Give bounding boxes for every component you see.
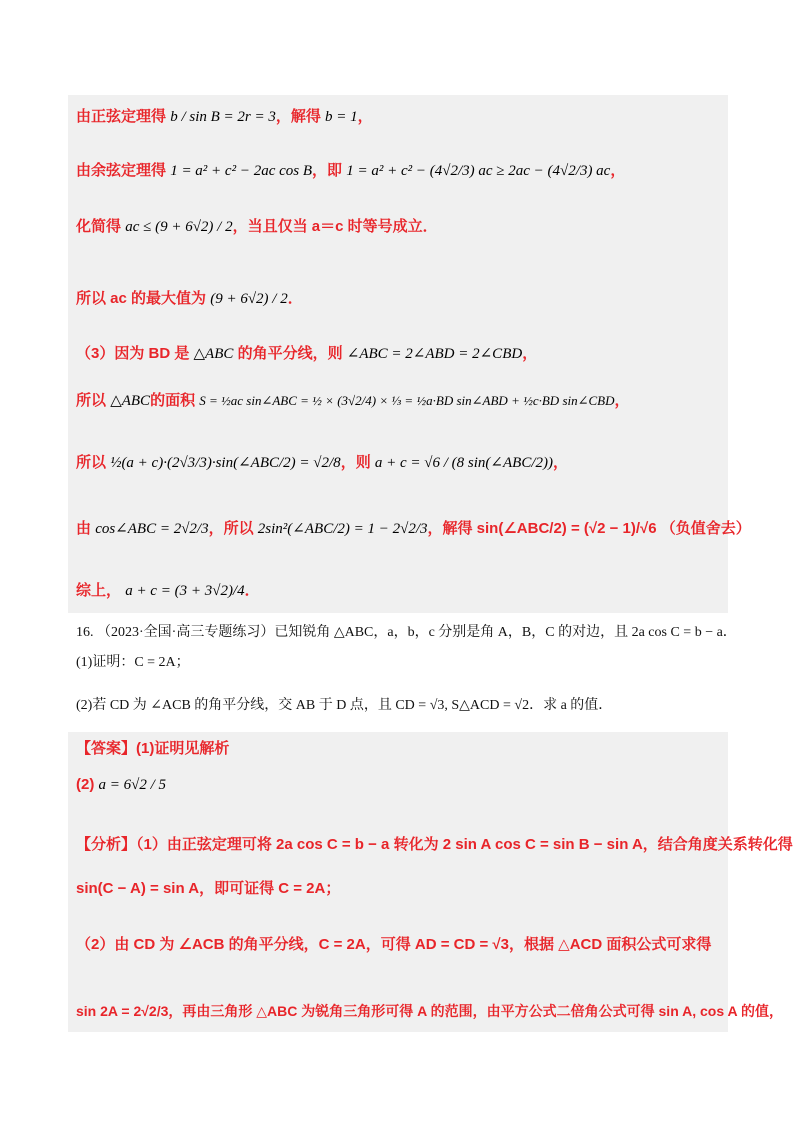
solution-line: 综上， a + c = (3 + 3√2)/4． — [76, 582, 260, 599]
problem-text: 已知锐角 △ABC，a，b，c 分别是角 A，B，C 的对边，且 2a cos C = b − a． — [274, 625, 737, 640]
solution-line: 所以 △ABC的面积 S = ½ac sin∠ABC = ½ × (3√2/4) × ⅓ = ½a·BD sin∠ABD + ½c·BD sin∠CBD， — [76, 392, 630, 409]
analysis-line: （2）由 CD 为 ∠ACB 的角平分线，C = 2A，可得 AD = CD = √3，根据 △ACD 面积公式可求得 — [76, 936, 712, 953]
problem-question-2: (2)若 CD 为 ∠ACB 的角平分线，交 AB 于 D 点，且 CD = √3, S△ACD = √2．求 a 的值． — [76, 698, 613, 713]
answer-line-2: (2) a = 6√2 / 5 — [76, 776, 167, 793]
solution-line: 由正弦定理得 b / sin B = 2r = 3，解得 b = 1， — [76, 108, 373, 125]
analysis-line: sin 2A = 2√2/3，再由三角形 △ABC 为锐角三角形可得 A 的范围，由平方公式二倍角公式可得 sin A, cos A 的值， — [76, 1003, 783, 1019]
solution-line: （3）因为 BD 是 △ABC 的角平分线，则 ∠ABC = 2∠ABD = 2∠CBD， — [76, 345, 538, 362]
problem-question-1: (1)证明：C = 2A； — [76, 655, 190, 670]
problem-stem — [76, 622, 740, 644]
solution-line: 由 cos∠ABC = 2√2/3，所以 2sin²(∠ABC/2) = 1 − 2√2/3，解得 sin(∠ABC/2) = (√2 − 1)/√6 （负值舍去） — [76, 520, 751, 537]
analysis-line: 【分析】（1）由正弦定理可将 2a cos C = b − a 转化为 2 sin A cos C = sin B − sin A，结合角度关系转化得 — [76, 836, 793, 853]
solution-line: 化简得 ac ≤ (9 + 6√2) / 2，当且仅当 a＝c 时等号成立． — [76, 218, 438, 235]
solution-line: 所以 ½(a + c)·(2√3/3)·sin(∠ABC/2) = √2/8，则 a + c = √6 / (8 sin(∠ABC/2))， — [76, 454, 568, 471]
solution-line: 由余弦定理得 1 = a² + c² − 2ac cos B，即 1 = a² + c² − (4√2/3) ac ≥ 2ac − (4√2/3) ac， — [76, 162, 626, 179]
analysis-line: sin(C − A) = sin A，即可证得 C = 2A； — [76, 880, 341, 897]
solution-line: 所以 ac 的最大值为 (9 + 6√2) / 2． — [76, 290, 303, 307]
answer-line-1: 【答案】(1)证明见解析 — [76, 740, 230, 757]
problem-number: 16. — [76, 625, 94, 640]
problem-source: （2023·全国·高三专题练习） — [97, 625, 275, 640]
